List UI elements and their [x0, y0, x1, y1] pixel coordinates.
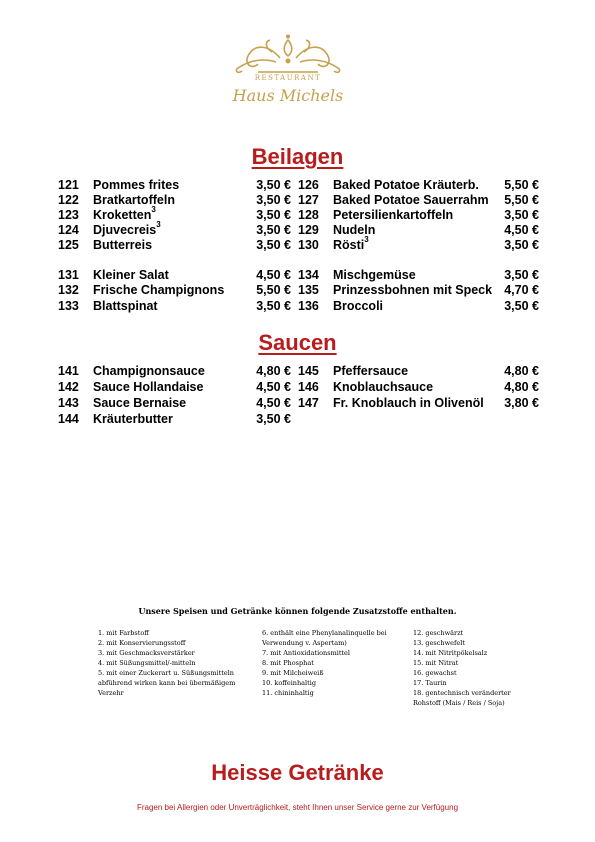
item-name: Sauce Hollandaise: [93, 380, 204, 394]
menu-item: [298, 379, 539, 395]
item-number: 122: [58, 193, 79, 207]
additive-line: 7. mit Antioxidationsmittel: [262, 649, 350, 657]
menu-item: [298, 177, 539, 193]
menu-item: [298, 267, 539, 283]
item-name: Kräuterbutter: [93, 412, 173, 426]
additive-line: Verwendung v. Aspertam): [262, 639, 347, 647]
item-number: 121: [58, 178, 79, 192]
additives-column-2: [262, 628, 387, 698]
item-number: 143: [58, 396, 79, 410]
section-title-beilagen: Beilagen: [251, 144, 344, 169]
additive-line: 5. mit einer Zuckerart u. Süßungsmitteln: [98, 669, 234, 677]
item-number: 130: [298, 238, 319, 252]
item-price: 3,50 €: [504, 299, 539, 313]
item-number: 134: [298, 268, 319, 282]
menu-item: [58, 298, 291, 314]
additive-marker: 3: [156, 220, 161, 229]
item-name: Baked Potatoe Kräuterb.: [333, 178, 479, 192]
item-name: Baked Potatoe Sauerrahm: [333, 193, 489, 207]
item-number: 144: [58, 412, 79, 426]
menu-item: [298, 395, 539, 411]
additive-line: 4. mit Süßungsmittel/-mitteln: [98, 659, 196, 667]
item-name: Frische Champignons: [93, 283, 225, 297]
item-price: 5,50 €: [504, 193, 539, 207]
item-name: Knoblauchsauce: [333, 380, 434, 394]
item-number: 127: [298, 193, 319, 207]
item-name: Fr. Knoblauch in Olivenöl: [333, 396, 484, 410]
item-name: Djuvecreis$^3$: [93, 220, 161, 237]
menu-item: [58, 411, 291, 427]
menu-item: [58, 395, 291, 411]
item-number: 128: [298, 208, 319, 222]
menu-item: [58, 237, 291, 253]
item-price: 3,80 €: [504, 396, 539, 410]
section-title-saucen: Saucen: [258, 330, 337, 355]
item-number: 126: [298, 178, 319, 192]
additive-line: 15. mit Nitrat: [413, 659, 459, 667]
item-name: Blattspinat: [93, 299, 158, 313]
item-number: 124: [58, 223, 79, 237]
menu-item: [298, 192, 539, 208]
section-title-heisse-getraenke: Heisse Getränke: [211, 760, 384, 785]
item-number: 145: [298, 364, 319, 378]
item-price: 4,80 €: [504, 380, 539, 394]
additives-title: Unsere Speisen und Getränke können folgende Zusatzstoffe enthalten.: [138, 606, 457, 616]
item-name: Petersilienkartoffeln: [333, 208, 454, 222]
additive-line: Rohstoff (Mais / Reis / Soja): [413, 699, 505, 707]
item-name: Champignonsauce: [93, 364, 205, 378]
menu-item: [298, 363, 539, 379]
item-price: 3,50 €: [256, 299, 291, 313]
additive-line: abführend wirken kann bei übermäßigem: [98, 679, 236, 687]
item-name: Nudeln: [333, 223, 376, 237]
item-name: Pfeffersauce: [333, 364, 409, 378]
item-price: 3,50 €: [504, 208, 539, 222]
additive-line: 9. mit Milcheiweiß: [262, 669, 324, 677]
item-price: 4,70 €: [504, 283, 539, 297]
item-number: 141: [58, 364, 79, 378]
additive-line: 16. gewachst: [413, 669, 457, 677]
menu-item: [58, 177, 291, 193]
menu-item: [58, 192, 291, 208]
menu-item: [298, 282, 539, 298]
additive-line: 13. geschwefelt: [413, 639, 465, 647]
item-number: 125: [58, 238, 79, 252]
item-number: 129: [298, 223, 319, 237]
item-price: 4,80 €: [504, 364, 539, 378]
item-price: 5,50 €: [504, 178, 539, 192]
item-number: 123: [58, 208, 79, 222]
allergy-note: Fragen bei Allergien oder Unverträglichkeit, steht Ihnen unser Service gerne zur Verfügung: [136, 803, 459, 812]
additive-line: 18. gentechnisch veränderter: [413, 689, 511, 697]
item-name: Bratkartoffeln: [93, 193, 175, 207]
item-price: 3,50 €: [256, 178, 291, 192]
item-name: Sauce Bernaise: [93, 396, 187, 410]
additive-marker: 3: [364, 235, 369, 244]
item-name: Butterreis: [93, 238, 153, 252]
item-price: 4,50 €: [256, 380, 291, 394]
item-price: 3,50 €: [256, 238, 291, 252]
menu-item: [58, 282, 291, 298]
item-name: Kroketten$^3$: [93, 205, 156, 222]
additives-column-3: [413, 628, 511, 708]
item-price: 4,50 €: [256, 396, 291, 410]
item-name: Broccoli: [333, 299, 384, 313]
item-number: 135: [298, 283, 319, 297]
additive-line: 3. mit Geschmacksverstärker: [98, 649, 195, 657]
additive-line: 11. chininhaltig: [262, 689, 314, 697]
item-number: 133: [58, 299, 79, 313]
item-price: 3,50 €: [256, 193, 291, 207]
menu-item: [58, 363, 291, 379]
menu-item: [58, 267, 291, 283]
item-number: 136: [298, 299, 319, 313]
item-price: 3,50 €: [504, 238, 539, 252]
item-price: 4,50 €: [256, 268, 291, 282]
additive-line: 6. enthält eine Phenylanalinquelle bei: [262, 629, 387, 637]
item-number: 131: [58, 268, 79, 282]
additive-marker: 3: [151, 205, 156, 214]
item-name: Pommes frites: [93, 178, 180, 192]
menu-item: [298, 237, 539, 253]
item-name: Kleiner Salat: [93, 268, 169, 282]
menu-item: [58, 379, 291, 395]
additive-line: 12. geschwärzt: [413, 629, 464, 637]
item-name: Rösti$^3$: [333, 235, 369, 252]
item-price: 3,50 €: [504, 268, 539, 282]
additives-column-1: [98, 628, 235, 698]
menu-item: [298, 222, 539, 238]
item-price: 3,50 €: [256, 412, 291, 426]
restaurant-logo: [228, 34, 348, 114]
logo-name: Haus Michels: [232, 86, 344, 105]
item-price: 4,50 €: [504, 223, 539, 237]
additive-line: 1. mit Farbstoff: [98, 629, 149, 637]
item-number: 132: [58, 283, 79, 297]
additive-line: 17. Taurin: [413, 679, 447, 687]
item-number: 142: [58, 380, 79, 394]
menu-item: [298, 207, 539, 223]
item-number: 147: [298, 396, 319, 410]
item-name: Mischgemüse: [333, 268, 416, 282]
menu-item: [58, 207, 291, 223]
item-price: 5,50 €: [256, 283, 291, 297]
additive-line: 8. mit Phosphat: [262, 659, 314, 667]
logo-subtitle: RESTAURANT: [254, 74, 322, 82]
additive-line: Verzehr: [98, 689, 124, 697]
additive-line: 14. mit Nitritpökelsalz: [413, 649, 488, 657]
item-price: 3,50 €: [256, 208, 291, 222]
menu-item: [298, 298, 539, 314]
item-price: 4,80 €: [256, 364, 291, 378]
additive-line: 2. mit Konservierungsstoff: [98, 639, 186, 647]
item-number: 146: [298, 380, 319, 394]
item-name: Prinzessbohnen mit Speck: [333, 283, 493, 297]
menu-item: [58, 222, 291, 238]
item-price: 3,50 €: [256, 223, 291, 237]
additive-line: 10. koffeinhaltig: [262, 679, 316, 687]
